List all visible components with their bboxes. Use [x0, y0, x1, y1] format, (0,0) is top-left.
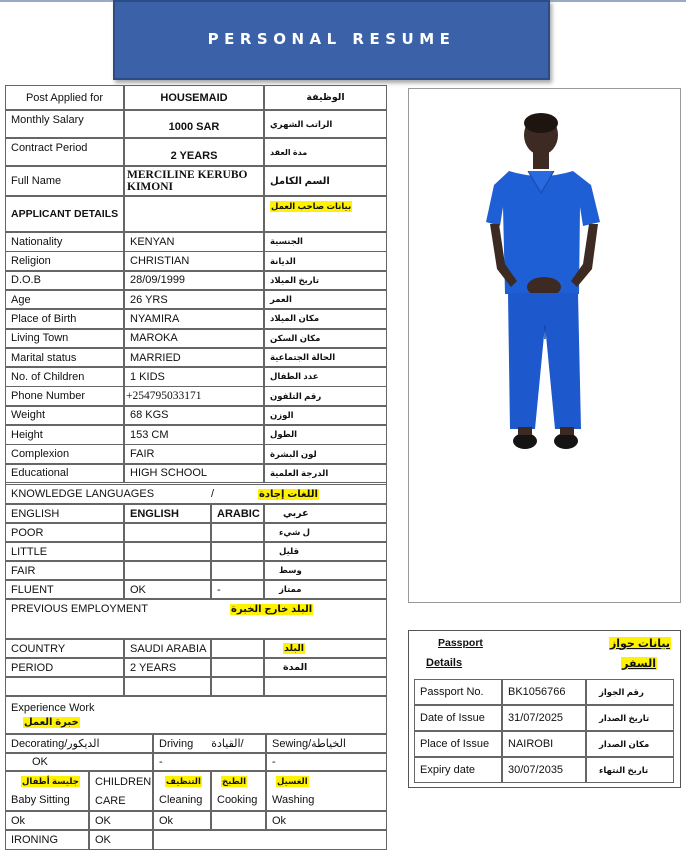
- detail-label-religion: Religion: [5, 251, 124, 271]
- lang-row-poor-arabic: [211, 523, 264, 542]
- skill-driving-ar: القيادة/: [211, 738, 244, 750]
- lang-row-fair-ar: وسط: [264, 561, 387, 580]
- passport-place-of-issue-label: Place of Issue: [414, 731, 502, 757]
- languages-col-arabic: ARABIC: [211, 504, 264, 523]
- passport-title-ar: [590, 633, 676, 673]
- detail-ar-d-o-b: تاريخ الميلاد: [264, 271, 387, 291]
- employment-header: [5, 599, 387, 639]
- passport-title-ar-line2: السفر: [622, 657, 656, 670]
- detail-ar-weight: الوزن: [264, 406, 387, 426]
- languages-col-ar: عربي: [264, 504, 387, 523]
- detail-label-height: Height: [5, 425, 124, 445]
- detail-ar-educational: الدرجة العلمية: [264, 464, 387, 484]
- languages-header-slash: /: [211, 488, 215, 500]
- skill-cleaning-value: Ok: [153, 811, 211, 830]
- skill-cooking: [211, 771, 266, 811]
- passport-date-of-issue-ar: تاريخ الصدار: [586, 705, 674, 731]
- country-ar-cell: [264, 639, 387, 658]
- lang-row-poor-english: [124, 523, 211, 542]
- detail-value-marital-status: MARRIED: [124, 348, 264, 368]
- detail-value-nationality: KENYAN: [124, 232, 264, 252]
- skill-childcare-line1: CHILDREN: [95, 775, 152, 788]
- skill-washing-value: Ok: [266, 811, 387, 830]
- passport-expiry-date-value: 30/07/2035: [502, 757, 586, 783]
- detail-label-d-o-b: D.O.B: [5, 271, 124, 291]
- applicant-photo-frame: [408, 88, 681, 603]
- skill-childcare: [89, 771, 153, 811]
- detail-label-marital-status: Marital status: [5, 348, 124, 368]
- detail-ar-phone-number: رقم التلفون: [264, 386, 387, 406]
- post-label: Post Applied for: [5, 85, 124, 110]
- lang-row-fluent-arabic: -: [211, 580, 264, 599]
- passport-date-of-issue-label: Date of Issue: [414, 705, 502, 731]
- period-value: 2 YEARS: [124, 658, 211, 677]
- detail-ar-no-of-children: عدد الطفال: [264, 367, 387, 387]
- experience-header: [5, 696, 387, 734]
- country-empty: [211, 639, 264, 658]
- page-title: PERSONAL RESUME: [207, 30, 456, 48]
- applicant-details-ar: بيانات صاحب العمل: [271, 201, 352, 211]
- skill-babysitting-label: Baby Sitting: [11, 794, 70, 807]
- lang-row-fair-label: FAIR: [5, 561, 124, 580]
- skill-cleaning-ar: التنظيف: [166, 775, 201, 786]
- full-name-line2: KIMONI: [127, 181, 173, 193]
- detail-value-educational: HIGH SCHOOL: [124, 464, 264, 484]
- passport-title: [421, 633, 511, 673]
- detail-ar-place-of-birth: مكان الميلاد: [264, 309, 387, 329]
- detail-ar-complexion: لون البشرة: [264, 444, 387, 464]
- applicant-details-empty: [124, 196, 264, 232]
- experience-title-ar: خبرة العمل: [24, 717, 79, 728]
- skill-ironing-value: OK: [89, 830, 153, 850]
- skill-washing-ar: الغسيل: [277, 775, 308, 786]
- passport-date-of-issue-value: 31/07/2025: [502, 705, 586, 731]
- detail-label-weight: Weight: [5, 406, 124, 426]
- top-rule-left: [0, 0, 113, 2]
- passport-place-of-issue-value: NAIROBI: [502, 731, 586, 757]
- full-name-label: Full Name: [5, 166, 124, 196]
- detail-value-complexion: FAIR: [124, 444, 264, 464]
- applicant-details-ar-cell: [264, 196, 387, 232]
- passport-expiry-date-ar: تاريخ النتهاء: [586, 757, 674, 783]
- passport-passport-no-label: Passport No.: [414, 679, 502, 705]
- employment-blank-2: [124, 677, 211, 696]
- employment-header-ar: البلد خارج الخبرة: [231, 604, 313, 615]
- full-name-value: [124, 166, 264, 196]
- country-value: SAUDI ARABIA: [124, 639, 211, 658]
- detail-label-educational: Educational: [5, 464, 124, 484]
- languages-header: [5, 484, 387, 504]
- detail-value-no-of-children: 1 KIDS: [124, 367, 264, 387]
- skill-driving-label: Driving: [159, 737, 194, 750]
- contract-ar: مدة العقد: [264, 138, 387, 166]
- languages-col-english: ENGLISH: [124, 504, 211, 523]
- detail-ar-religion: الديانة: [264, 251, 387, 271]
- skill-ironing-empty: [153, 830, 387, 850]
- passport-expiry-date-label: Expiry date: [414, 757, 502, 783]
- lang-row-little-arabic: [211, 542, 264, 561]
- lang-row-little-label: LITTLE: [5, 542, 124, 561]
- detail-value-d-o-b: 28/09/1999: [124, 271, 264, 291]
- detail-ar-height: الطول: [264, 425, 387, 445]
- skill-cooking-value: [211, 811, 266, 830]
- detail-label-phone-number: Phone Number: [5, 386, 124, 406]
- skill-ironing: IRONING: [5, 830, 89, 850]
- lang-row-fair-english: [124, 561, 211, 580]
- full-name-ar: السم الكامل: [264, 166, 387, 196]
- country-ar: البلد: [284, 643, 305, 654]
- title-banner: [113, 0, 550, 80]
- skill-cooking-label: Cooking: [217, 794, 258, 807]
- detail-value-living-town: MAROKA: [124, 329, 264, 349]
- employment-blank-1: [5, 677, 124, 696]
- passport-title-ar-line1: بيانات جواز: [609, 637, 670, 650]
- skill-babysitting-value: Ok: [5, 811, 89, 830]
- passport-place-of-issue-ar: مكان الصدار: [586, 731, 674, 757]
- salary-label: Monthly Salary: [5, 110, 124, 138]
- salary-value: 1000 SAR: [124, 110, 264, 138]
- contract-label: Contract Period: [5, 138, 124, 166]
- detail-label-complexion: Complexion: [5, 444, 124, 464]
- period-empty: [211, 658, 264, 677]
- applicant-details-label: APPLICANT DETAILS: [5, 196, 124, 232]
- applicant-photo: [409, 89, 680, 602]
- employment-header-label: PREVIOUS EMPLOYMENT: [11, 603, 148, 615]
- top-rule-right: [550, 0, 686, 2]
- employment-blank-3: [211, 677, 264, 696]
- skill-driving: [153, 734, 266, 753]
- detail-label-age: Age: [5, 290, 124, 310]
- detail-ar-age: العمر: [264, 290, 387, 310]
- languages-header-label: KNOWLEDGE LANGUAGES: [11, 488, 155, 500]
- skill-decorating-value: OK: [5, 753, 153, 771]
- lang-row-fair-arabic: [211, 561, 264, 580]
- languages-header-ar: اللغات إجادة: [259, 488, 318, 500]
- employment-blank-4: [264, 677, 387, 696]
- skill-childcare-value: OK: [89, 811, 153, 830]
- skill-cooking-ar: الطبخ: [222, 775, 246, 786]
- detail-ar-living-town: مكان السكن: [264, 329, 387, 349]
- lang-row-little-english: [124, 542, 211, 561]
- detail-ar-marital-status: الحالة الجتماعية: [264, 348, 387, 368]
- detail-value-religion: CHRISTIAN: [124, 251, 264, 271]
- detail-label-living-town: Living Town: [5, 329, 124, 349]
- detail-value-weight: 68 KGS: [124, 406, 264, 426]
- experience-title: Experience Work: [11, 702, 95, 714]
- detail-value-age: 26 YRS: [124, 290, 264, 310]
- detail-ar-nationality: الجنسية: [264, 232, 387, 252]
- country-label: COUNTRY: [5, 639, 124, 658]
- skill-decorating: Decorating/الديكور: [5, 734, 153, 753]
- detail-value-height: 153 CM: [124, 425, 264, 445]
- full-name-line1: MERCILINE KERUBO: [127, 169, 248, 181]
- salary-ar: الراتب الشهري: [264, 110, 387, 138]
- period-label: PERIOD: [5, 658, 124, 677]
- passport-title-line1: Passport: [438, 637, 483, 649]
- skill-sewing-value: -: [266, 753, 387, 771]
- lang-row-poor-ar: ل شيء: [264, 523, 387, 542]
- skill-babysitting: [5, 771, 89, 811]
- languages-col-label: ENGLISH: [5, 504, 124, 523]
- detail-value-phone-number: +254795033171: [124, 386, 264, 406]
- skill-cleaning: [153, 771, 211, 811]
- post-ar: الوظيفة: [264, 85, 387, 110]
- skill-sewing: Sewing/الخياطة: [266, 734, 387, 753]
- skill-babysitting-ar: جليسة أطفال: [22, 775, 79, 786]
- skill-cleaning-label: Cleaning: [159, 794, 203, 807]
- detail-label-nationality: Nationality: [5, 232, 124, 252]
- skill-washing-label: Washing: [272, 794, 315, 807]
- detail-label-place-of-birth: Place of Birth: [5, 309, 124, 329]
- lang-row-little-ar: قليل: [264, 542, 387, 561]
- contract-value: 2 YEARS: [124, 138, 264, 166]
- lang-row-fluent-label: FLUENT: [5, 580, 124, 599]
- period-ar: المدة: [264, 658, 387, 677]
- skill-driving-value: -: [153, 753, 266, 771]
- passport-title-line2: Details: [426, 657, 463, 669]
- lang-row-fluent-english: OK: [124, 580, 211, 599]
- lang-row-poor-label: POOR: [5, 523, 124, 542]
- passport-passport-no-ar: رقم الجواز: [586, 679, 674, 705]
- lang-row-fluent-ar: ممتاز: [264, 580, 387, 599]
- detail-value-place-of-birth: NYAMIRA: [124, 309, 264, 329]
- skill-washing: [266, 771, 387, 811]
- skill-childcare-line2: CARE: [95, 794, 126, 807]
- passport-passport-no-value: BK1056766: [502, 679, 586, 705]
- post-value: HOUSEMAID: [124, 85, 264, 110]
- detail-label-no-of-children: No. of Children: [5, 367, 124, 387]
